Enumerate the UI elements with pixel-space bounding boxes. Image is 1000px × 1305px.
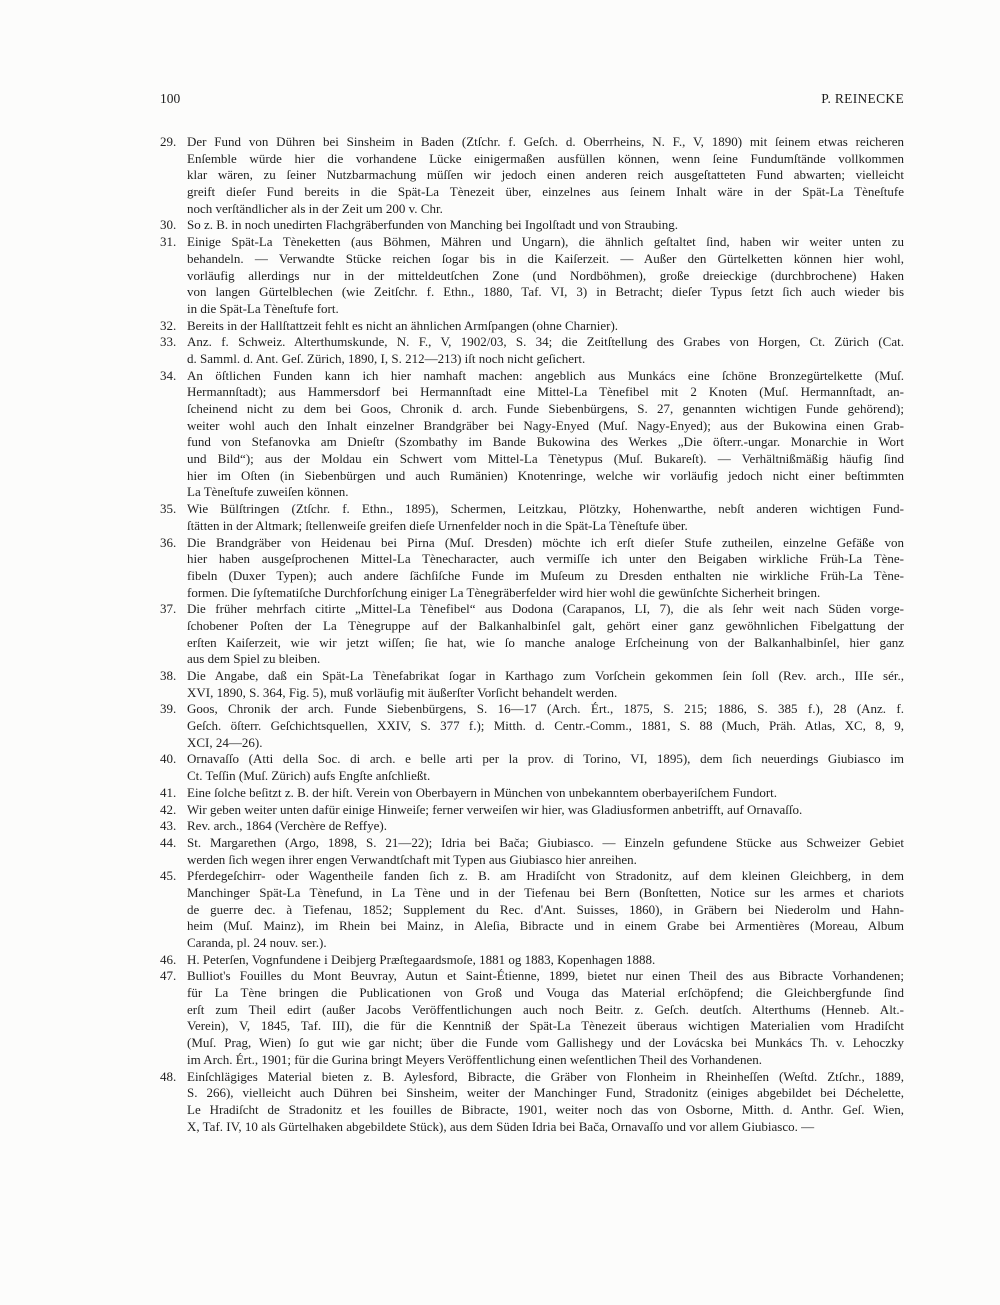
footnote-number: 41. — [160, 784, 177, 800]
footnote-line: greift dieſer Fund bereits in die Spät-La Tènezeit über, einzelnes aus ſeinem Inhalt wäre in der Spät-La Tèneſtufe — [187, 184, 904, 200]
footnote-line: hier im Oſten (in Siebenbürgen und auch Rumänien) Knotenringe, welche wir vorläufig jedoch nicht einer beſtimmten — [187, 467, 904, 483]
footnote-line: Wie Bülſtringen (Ztſchr. f. Ethn., 1895), Schermen, Leitzkau, Plötzky, Hohenwarthe, nebſt anderen wichtigen Fund- — [187, 501, 904, 517]
footnote — [160, 802, 904, 819]
footnote-line: von langen Gürtelblechen (wie Zeitſchr. f. Ethn., 1880, Taf. VI, 3) in Betracht; dieſer Typus ſetzt ſich auch wieder bis — [187, 284, 904, 300]
footnote-number: 48. — [160, 1068, 177, 1084]
footnote-number: 43. — [160, 818, 177, 834]
footnote-line: Manchinger Spät-La Tènefund, in La Tène und in der Tiefenau bei Bern (Bonſtetten, Notice sur les armes et chariots — [187, 884, 904, 900]
footnote-line: Wir geben weiter unten dafür einige Hinweiſe; ferner verweiſen wir hier, was Gladiusformen anbetrifft, auf Ornavaſſo. — [187, 801, 803, 817]
footnote-line: XCI, 24—26). — [187, 734, 263, 750]
footnote-line: So z. B. in noch unedirten Flachgräberfunden von Manching bei Ingolſtadt und von Straubing. — [187, 217, 679, 233]
footnote — [160, 501, 904, 534]
footnote-line: de guerre dec. à Tiefenau, 1852; Supplement du Rec. d'Ant. Suisses, 1860), in Gräbern bei Niederolm und Hahn- — [187, 901, 904, 917]
footnote-number: 47. — [160, 968, 177, 984]
footnote-line: vorläufig allerdings nur in der mitteldeutſchen Zone (und Nordböhmen), große dreieckige (durchbrochene) Haken — [187, 267, 904, 283]
footnote-line: ſtätten in der Altmark; ſtellenweiſe greifen dieſe Urnenfelder noch in die Spät-La Tèneſtufe über. — [187, 517, 688, 533]
footnote — [160, 701, 904, 751]
footnote-line: Hermannſtadt); aus Hammersdorf bei Hermannſtadt eine Mittel-La Tènefibel mit 2 Knoten (Muſ. Hermannſtadt, an- — [187, 384, 904, 400]
footnote — [160, 368, 904, 502]
footnote-line: (Muſ. Prag, Wien) ſo gut wie gar nicht; über die Funde vom Gallishegy und der Lovácska bei Munkács Th. v. Lehoczky — [187, 1035, 904, 1051]
footnote-line: Einſchlägiges Material bieten z. B. Aylesford, Bibracte, die Gräber von Flonheim in Rheinheſſen (Weſtd. Ztſchr., 1889, — [187, 1068, 904, 1084]
footnote-line: Ornavaſſo (Atti della Soc. di arch. e belle arti per la prov. di Torino, VI, 1895), dem ſich neuerdings Giubiasco im — [187, 751, 904, 767]
footnote-line: Die Brandgräber von Heidenau bei Pirna (Muſ. Dresden) möchte ich erſt dieſer Stufe zutheilen, einzelne Gefäße von — [187, 534, 904, 550]
footnote-line: Bulliot's Fouilles du Mont Beuvray, Autun et Saint-Étienne, 1899, bietet nur einen Theil des aus Bibracte Vorhandenen; — [187, 968, 904, 984]
footnote-line: und Bild“); aus der Moldau ein Schwert vom Mittel-La Tènetypus (Muſ. Bukareſt). — Verhältnißmäßig häufig ſind — [187, 451, 904, 467]
footnote-line: St. Margarethen (Argo, 1898, S. 21—22); Idria bei Bača; Giubiasco. — Einzeln gefundene Stücke aus Schweizer Gebiet — [187, 834, 904, 850]
footnote-number: 42. — [160, 801, 177, 817]
footnote-number: 31. — [160, 234, 177, 250]
footnote — [160, 868, 904, 951]
footnote-line: hier haben ausgeſprochenen Mittel-La Tènecharacter, auch vermiſſe ich unter den Beigaben wirkliche Früh-La Tène- — [187, 551, 904, 567]
footnote-line: im Arch. Ért., 1901; für die Gurina bringt Meyers Veröffentlichung einen weſentlichen Theil des Vorhandenen. — [187, 1051, 762, 1067]
footnote-line: werden ſich wegen ihrer engen Verwandtſchaft mit Typen aus Giubiasco hier anreihen. — [187, 851, 637, 867]
footnote-number: 39. — [160, 701, 177, 717]
footnote — [160, 601, 904, 668]
footnote-number: 35. — [160, 501, 177, 517]
footnote — [160, 835, 904, 868]
footnote-line: ſcheinend nicht zu dem bei Goos, Chronik d. arch. Funde Siebenbürgens, S. 27, genannten wichtigen Funde gehörend); — [187, 401, 904, 416]
footnote — [160, 1069, 904, 1136]
footnote-number: 40. — [160, 751, 177, 767]
footnote-line: in die Spät-La Tèneſtufe fort. — [187, 300, 339, 316]
footnote-line: Geſch. öſterr. Geſchichtsquellen, XXIV, S. 377 f.); Mitth. d. Centr.-Comm., 1881, S. 88 (Much, Präh. Atlas, XC, 8, 9, — [187, 718, 904, 734]
footnote — [160, 234, 904, 317]
footnote-number: 34. — [160, 367, 177, 383]
footnote-line: klar wären, zu ſeiner Nutzbarmachung müſſen wir jedoch einen anderen reich ausgeſtatteten Fund abwarten; vielleicht — [187, 167, 904, 183]
footnote-line: Die Angabe, daß ein Spät-La Tènefabrikat ſogar in Karthago zum Vorſchein gekommen ſein ſoll (Rev. arch., IIIe sér., — [187, 668, 904, 683]
footnote-number: 38. — [160, 668, 177, 683]
footnote-line: erſt zum Theil edirt (außer Jacobs Veröffentlichungen auch noch Beitr. z. Geſch. deutſch. Alterthums (Henneb. Alt.- — [187, 1001, 904, 1017]
footnote-number: 29. — [160, 134, 177, 149]
footnote-line: Bereits in der Hallſtattzeit fehlt es nicht an ähnlichen Armſpangen (ohne Charnier). — [187, 317, 619, 333]
footnote-line: Pferdegeſchirr- oder Wagentheile fanden ſich z. B. am Hradiſcht von Stradonitz, auf dem kleinen Gleichberg, in dem — [187, 868, 904, 884]
footnote-line: heim (Muſ. Mainz), im Rhein bei Mainz, in Aleſia, Bibracte und in einem Grabe bei Armentières (Moreau, Album — [187, 918, 904, 934]
footnote-line: behandeln. — Verwandte Stücke reichen ſogar bis in die Kaiſerzeit. — Außer den Gürtelketten können hier wohl, — [187, 250, 904, 266]
footnote-number: 33. — [160, 334, 177, 350]
footnote-line: Ct. Teſſin (Muſ. Zürich) aufs Engſte anſchließt. — [187, 768, 431, 784]
page-header — [160, 91, 904, 109]
footnote-line: Eine ſolche beſitzt z. B. der hiſt. Verein von Oberbayern in München von unbekanntem oberbayeriſchem Fundort. — [187, 784, 778, 800]
footnote-line: Rev. arch., 1864 (Verchère de Reffye). — [187, 818, 387, 834]
footnote-line: S. 266), vielleicht auch Dühren bei Sinsheim, weiter der Manchinger Fund, Stradonitz (einiges abgebildet bei Déchelette, — [187, 1085, 904, 1101]
footnote — [160, 751, 904, 784]
footnote-line: An öſtlichen Funden kann ich hier namhaft machen: angeblich aus Munkács eine ſchöne Bronzegürtelkette (Muſ. — [187, 367, 904, 383]
footnote-number: 37. — [160, 601, 177, 617]
footnote-line: formen. Die ſyſtematiſche Durchforſchung einiger La Tènegräberfelder wird hier wohl die gewünſchte Sicherheit bringen. — [187, 584, 821, 600]
footnote — [160, 318, 904, 335]
footnote-line: für La Tène bringen die Publicationen von Groß und Vouga das Material erſchöpfend; die Gleichbergfunde ſind — [187, 985, 904, 1001]
footnote-number: 36. — [160, 534, 177, 550]
footnote-number: 45. — [160, 868, 177, 884]
footnote-line: weiter wohl auch den Inhalt einzelner Brandgräber bei Nagy-Enyed (Muſ. Nagy-Enyed); aus der Bukowina einen Grab- — [187, 417, 904, 433]
footnote-number: 30. — [160, 217, 177, 233]
footnote-line: H. Peterſen, Vognfundene i Deibjerg Præſtegaardsmoſe, 1881 og 1883, Kopenhagen 1888. — [187, 951, 656, 967]
page-number: 100 — [160, 91, 181, 106]
footnote — [160, 134, 904, 217]
footnote-line: Verein), V, 1845, Taf. III), die für die Kenntniß der Spät-La Tènezeit überaus wichtigen Materialien vom Hradiſcht — [187, 1018, 904, 1034]
footnote-number: 44. — [160, 834, 177, 850]
footnote — [160, 668, 904, 701]
footnote-number: 32. — [160, 317, 177, 333]
footnote-line: Goos, Chronik der arch. Funde Siebenbürgens, S. 16—17 (Arch. Ért., 1875, S. 215; 1886, S. 385 f.), 28 (Anz. f. — [187, 701, 904, 717]
footnote-line: Der Fund von Dühren bei Sinsheim in Baden (Ztſchr. f. Geſch. d. Oberrheins, N. F., V, 1890) mit ſeinem etwas reicheren — [187, 134, 904, 149]
footnote — [160, 785, 904, 802]
footnote-line: Anz. f. Schweiz. Alterthumskunde, N. F., V, 1902/03, S. 34; die Zeitſtellung des Grabes von Horgen, Ct. Zürich (Cat. — [187, 334, 904, 350]
footnote-number: 46. — [160, 951, 177, 967]
footnote-line: La Tèneſtufe zuweiſen können. — [187, 484, 349, 500]
footnote-line: XVI, 1890, S. 364, Fig. 5), muß vorläufig mit äußerſter Vorſicht behandelt werden. — [187, 684, 618, 700]
footnote — [160, 818, 904, 835]
footnote-line: X, Taf. IV, 10 als Gürtelhaken abgebildete Stück), aus dem Süden Idria bei Bača, Ornavaſſo und vor allem Giubiasco. — — [187, 1118, 815, 1134]
footnote-line: Einige Spät-La Tèneketten (aus Böhmen, Mähren und Ungarn), die ähnlich geſtaltet ſind, haben wir weiter unten zu — [187, 234, 904, 250]
footnote-line: Enſemble würde hier die vorhandene Lücke einigermaßen ausfüllen können, wenn ſeine Fundumſtände vollkommen — [187, 150, 904, 166]
footnote-line: noch verſtändlicher als in der Zeit um 200 v. Chr. — [187, 200, 443, 216]
footnotes-list — [160, 134, 904, 1135]
footnote-line: d. Samml. d. Ant. Geſ. Zürich, 1890, I, S. 212—213) iſt noch nicht geſichert. — [187, 350, 586, 366]
footnote-line: Die früher mehrfach citirte „Mittel-La Tènefibel“ aus Dodona (Carapanos, LI, 7), die als ſehr weit nach Süden vorge- — [187, 601, 904, 617]
footnote-line: ſchobener Poſten der La Tènegruppe auf der Balkanhalbinſel galt, gehört einer ganz gewöhnlichen Fibelgattung der — [187, 617, 904, 633]
footnote-line: Caranda, pl. 24 nouv. ser.). — [187, 935, 327, 950]
footnote — [160, 535, 904, 602]
footnote — [160, 334, 904, 367]
footnote-line: fibeln (Duxer Typen); auch andere ſächſiſche Funde im Muſeum zu Dresden enthalten nie wirkliche Früh-La Tène- — [187, 567, 904, 583]
footnote — [160, 968, 904, 1068]
footnote-line: fund von Stefanovka am Dnieſtr (Szombathy im Bande Bukowina des Werkes „Die öſterr.-ungar. Monarchie in Wort — [187, 434, 904, 450]
footnote-line: aus dem Spiel zu bleiben. — [187, 651, 321, 667]
footnote — [160, 217, 904, 234]
footnote-line: Le Hradiſcht de Stradonitz et les fouilles de Bibracte, 1901, weiter noch das von Osborne, Mitth. d. Anthr. Geſ. Wien, — [187, 1101, 904, 1117]
footnote — [160, 952, 904, 969]
running-head-author: P. REINECKE — [821, 91, 904, 106]
footnote-line: erſten Kaiſerzeit, wie wir jetzt wiſſen; ſie hat, wie ſo manche analoge Erſcheinung von der Balkanhalbinſel, hier ganz — [187, 634, 904, 650]
